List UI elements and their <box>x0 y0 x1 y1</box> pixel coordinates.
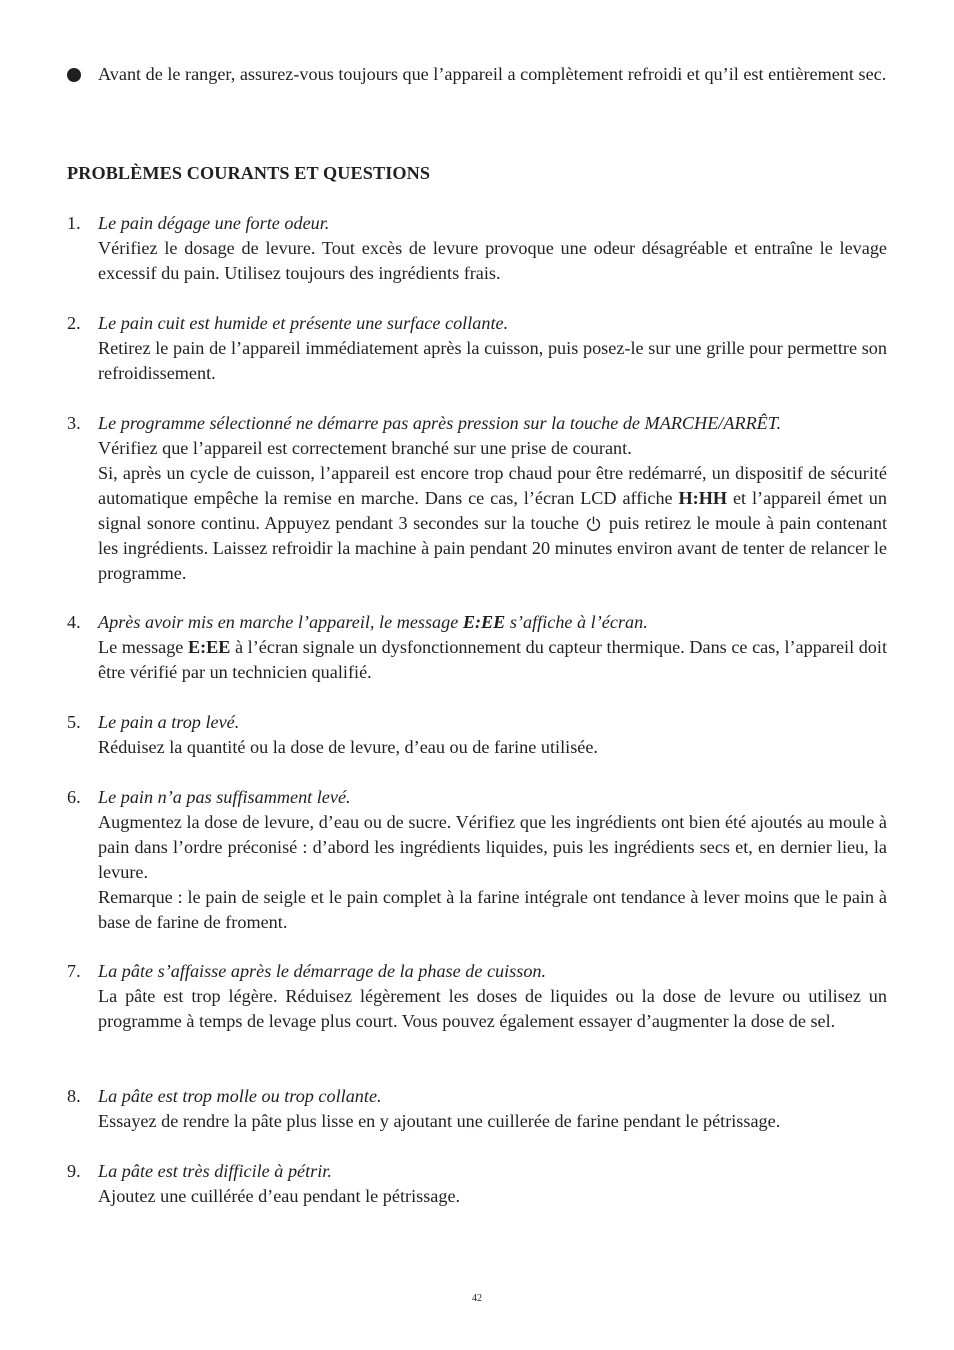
intro-bullet-text: Avant de le ranger, assurez-vous toujours que l’appareil a complètement refroidi et qu’il est entièrement sec. <box>98 64 887 84</box>
error-code-eee: E:EE <box>462 612 506 632</box>
faq-answer: Vérifiez le dosage de levure. Tout excès de levure provoque une odeur désagréable et entraîne le levage excessif du pain. Utilisez toujours des ingrédients frais. <box>98 238 887 283</box>
faq-answer-line-1: Augmentez la dose de levure, d’eau ou de sucre. Vérifiez que les ingrédients ont bien été ajoutés au moule à pain dans l’ordre préconisé : d’abord les ingrédients liquides, puis les ingrédients secs et, en dernier lieu, la levure. <box>98 812 887 882</box>
faq-question: La pâte s’affaisse après le démarrage de la phase de cuisson. <box>98 961 547 981</box>
faq-answer-text: et l’appareil émet un signal sonore continu. Appuyez pendant 3 secondes sur la touche <box>98 488 887 533</box>
faq-answer-line-2: Remarque : le pain de seigle et le pain complet à la farine intégrale ont tendance à lever moins que le pain à base de farine de froment. <box>98 887 887 932</box>
faq-number: 7. <box>67 961 81 981</box>
faq-number: 4. <box>67 612 81 632</box>
faq-item-4 <box>67 610 887 685</box>
faq-answer-text: Si, après un cycle de cuisson, l’appareil est encore trop chaud pour être redémarré, un dispositif de sécurité automatique empêche la remise en marche. Dans ce cas, l’écran LCD affiche <box>98 463 887 508</box>
faq-number: 9. <box>67 1161 81 1181</box>
faq-item-7 <box>67 959 887 1034</box>
section-title: PROBLÈMES COURANTS ET QUESTIONS <box>67 163 431 183</box>
faq-question-text: Après avoir mis en marche l’appareil, le message <box>98 612 463 632</box>
faq-number: 6. <box>67 787 81 807</box>
power-icon <box>585 515 602 532</box>
faq-question: La pâte est trop molle ou trop collante. <box>98 1086 382 1106</box>
lcd-code-hhh: H:HH <box>678 488 728 508</box>
faq-answer <box>98 635 887 685</box>
faq-item-9 <box>67 1159 887 1209</box>
faq-item-5 <box>67 710 887 760</box>
faq-question: Le pain n’a pas suffisamment levé. <box>98 787 351 807</box>
bullet-dot-icon <box>67 68 81 82</box>
faq-question: Le programme sélectionné ne démarre pas après pression sur la touche de MARCHE/ARRÊT. <box>98 413 782 433</box>
faq-answer: Réduisez la quantité ou la dose de levure, d’eau ou de farine utilisée. <box>98 737 598 757</box>
faq-answer: Retirez le pain de l’appareil immédiatement après la cuisson, puis posez-le sur une grille pour permettre son refroidissement. <box>98 338 887 383</box>
faq-question: Le pain a trop levé. <box>98 712 240 732</box>
intro-bullet <box>67 62 887 87</box>
faq-answer: Essayez de rendre la pâte plus lisse en y ajoutant une cuillerée de farine pendant le pétrissage. <box>98 1111 781 1131</box>
faq-answer-text: puis retirez le moule à pain contenant les ingrédients. Laissez refroidir la machine à pain pendant 20 minutes environ avant de tenter de relancer le programme. <box>98 513 887 583</box>
faq-number: 1. <box>67 213 81 233</box>
faq-number: 8. <box>67 1086 81 1106</box>
faq-answer: La pâte est trop légère. Réduisez légèrement les doses de liquides ou la dose de levure ou utilisez un programme à temps de levage plus court. Vous pouvez également essayer d’augmenter la dose de sel. <box>98 986 887 1031</box>
faq-item-6 <box>67 785 887 935</box>
faq-answer-line-2 <box>98 461 887 586</box>
faq-question: Le pain cuit est humide et présente une surface collante. <box>98 313 509 333</box>
faq-answer: Ajoutez une cuillérée d’eau pendant le pétrissage. <box>98 1186 461 1206</box>
faq-number: 3. <box>67 413 81 433</box>
faq-question: Le pain dégage une forte odeur. <box>98 213 330 233</box>
error-code-eee: E:EE <box>187 637 231 657</box>
page-number: 42 <box>472 1293 482 1304</box>
faq-number: 2. <box>67 313 81 333</box>
faq-question: La pâte est très difficile à pétrir. <box>98 1161 332 1181</box>
faq-item-1 <box>67 211 887 286</box>
faq-item-2 <box>67 311 887 386</box>
faq-item-3 <box>67 411 887 586</box>
faq-number: 5. <box>67 712 81 732</box>
faq-question-text: s’affiche à l’écran. <box>505 612 648 632</box>
faq-question <box>98 610 887 635</box>
faq-answer-text: Le message <box>98 637 188 657</box>
faq-item-8 <box>67 1084 887 1134</box>
faq-answer-line-1: Vérifiez que l’appareil est correctement branché sur une prise de courant. <box>98 438 632 458</box>
faq-answer-text: à l’écran signale un dysfonctionnement du capteur thermique. Dans ce cas, l’appareil doit être vérifié par un technicien qualifié. <box>98 637 887 682</box>
